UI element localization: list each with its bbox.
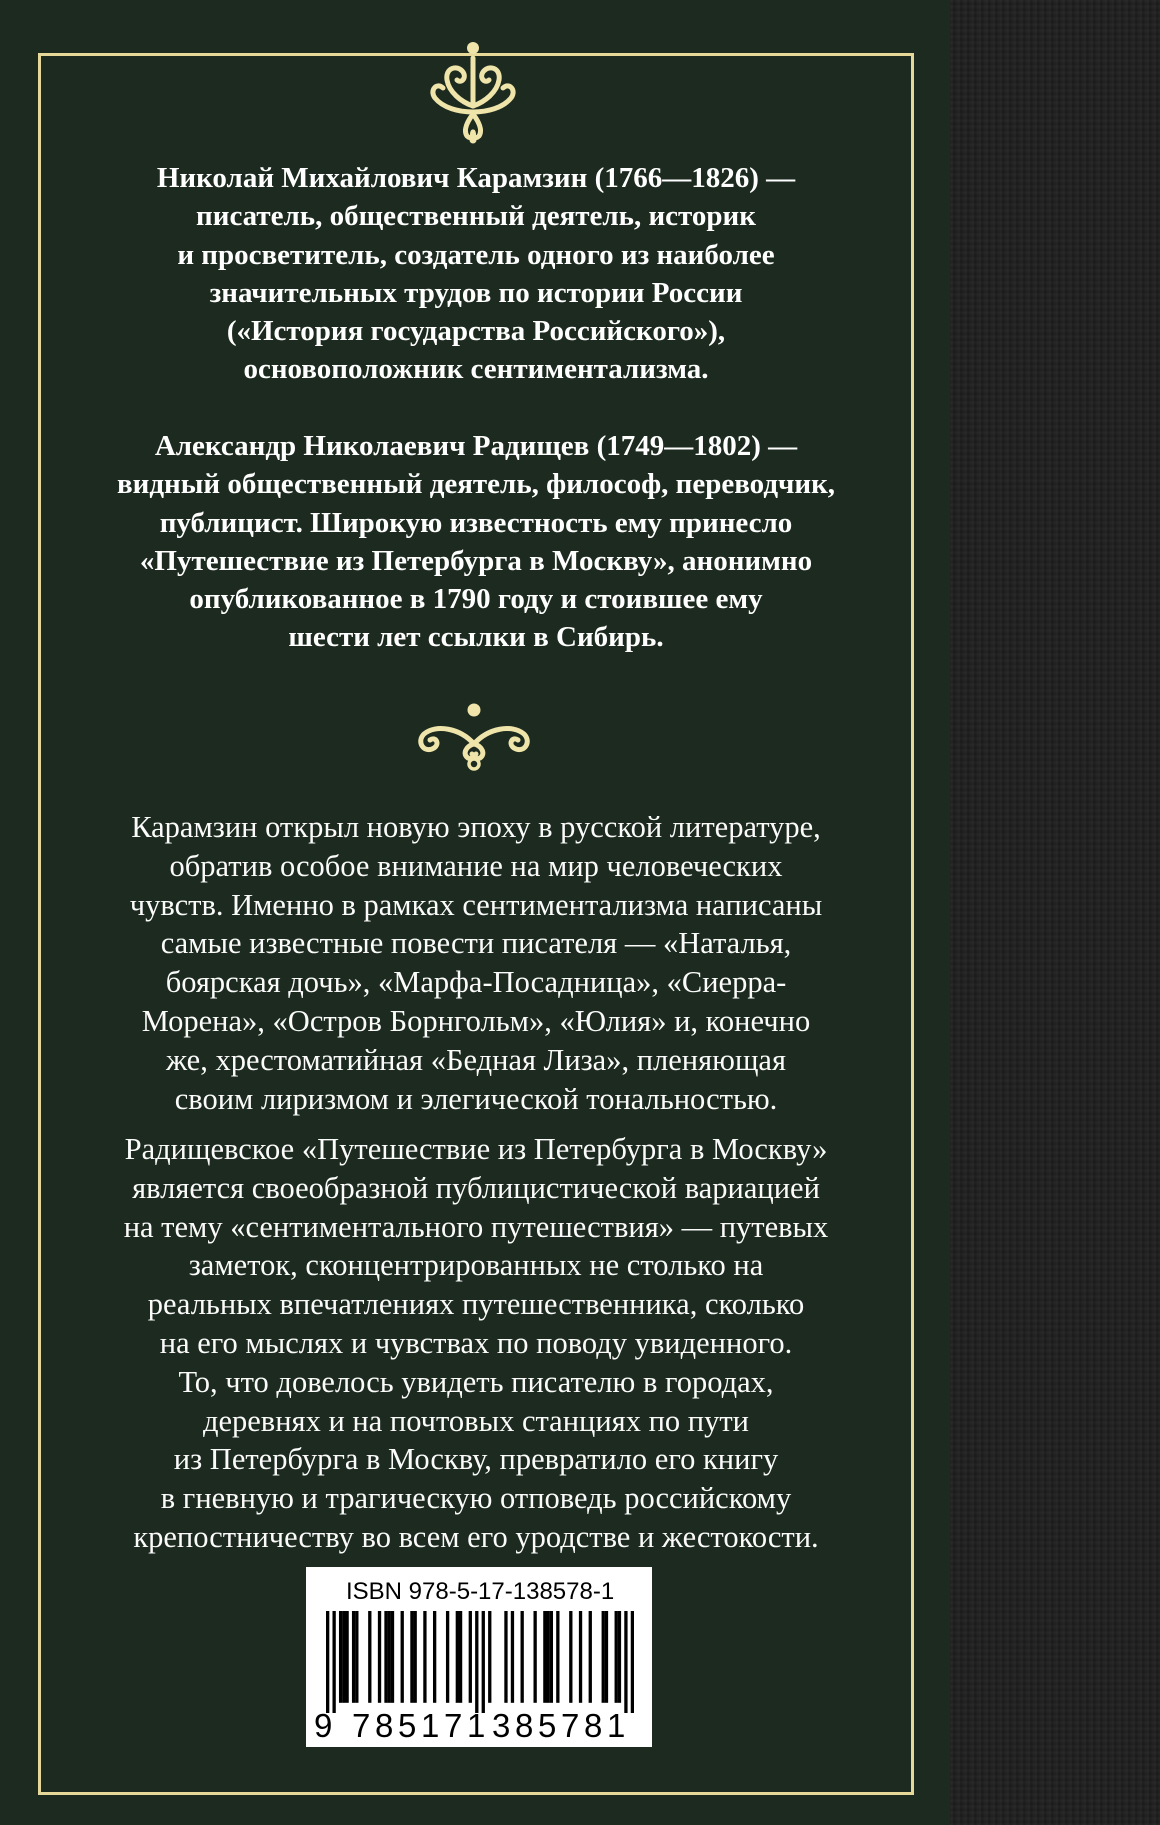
karamzin-bio (38, 159, 914, 389)
barcode-bar (410, 1611, 413, 1703)
barcode-bar (504, 1611, 507, 1703)
barcode-bar (345, 1611, 348, 1703)
barcode-bar (423, 1611, 426, 1703)
isbn-label: ISBN 978-5-17-138578-1 (346, 1578, 615, 1605)
scroll-flourish-ornament-icon (412, 700, 536, 772)
barcode-bar (401, 1611, 404, 1703)
barcode-bar (546, 1611, 549, 1703)
karamzin-description (38, 808, 914, 1118)
ean-digit: 3 (492, 1707, 511, 1744)
ean-digit: 7 (444, 1707, 463, 1744)
barcode-bar (326, 1611, 329, 1713)
ean-digit: 9 (314, 1707, 333, 1744)
text-line: самые известные повести писателя — «Наталья, (160, 926, 792, 961)
barcode-bar (388, 1611, 391, 1703)
ean-digit: 1 (607, 1707, 626, 1744)
barcode-bar (469, 1611, 472, 1703)
barcode-bar (475, 1611, 478, 1713)
barcode-bar (352, 1611, 355, 1703)
text-line: реальных впечатлениях путешественника, сколько (147, 1287, 805, 1322)
ean-digit: 7 (561, 1707, 580, 1744)
text-line: же, хрестоматийная «Бедная Лиза», пленяющая (165, 1042, 786, 1077)
ean-digit: 5 (398, 1707, 417, 1744)
barcode-bar (624, 1611, 627, 1713)
barcode-bar (339, 1611, 342, 1703)
bio-line: шести лет ссылки в Сибирь. (288, 621, 664, 654)
bio-line: значительных трудов по истории России (209, 276, 743, 309)
bio-line: и просветитель, создатель одного из наиболее (177, 238, 775, 271)
text-line: является своеобразной публицистической вариацией (132, 1170, 820, 1205)
barcode-bar (433, 1611, 436, 1703)
fleur-de-lis-ornament-icon (423, 36, 523, 144)
book-spine (950, 0, 1160, 1825)
barcode-bar (589, 1611, 592, 1703)
barcode-bar (355, 1611, 358, 1703)
ean-digits (314, 1707, 644, 1745)
text-line: Морена», «Остров Борнгольм», «Юлия» и, конечно (141, 1003, 811, 1038)
ean-digit: 5 (538, 1707, 557, 1744)
text-line: из Петербурга в Москву, превратило его книгу (173, 1442, 779, 1477)
text-line: заметок, сконцентрированных не столько на (188, 1248, 764, 1283)
text-line: на тему «сентиментального путешествия» — путевых (123, 1209, 829, 1244)
text-line: Радищевское «Путешествие из Петербурга в Москву» (124, 1132, 828, 1166)
barcode-bar (569, 1611, 572, 1703)
radishchev-bio (38, 427, 914, 657)
ean-digit: 7 (352, 1707, 371, 1744)
bio-line: Николай Михайлович Карамзин (1766—1826) — (156, 162, 796, 194)
text-line: крепостничеству во всем его уродстве и жестокости. (133, 1519, 819, 1554)
radishchev-description (38, 1130, 914, 1557)
ean-digit: 1 (467, 1707, 486, 1744)
ean-digit: 1 (421, 1707, 440, 1744)
text-line: на его мыслях и чувствах по поводу увиденного. (159, 1325, 793, 1360)
bio-line: «Путешествие из Петербурга в Москву», анонимно (139, 544, 813, 577)
bio-line: основоположник сентиментализма. (243, 353, 709, 386)
bio-line: («История государства Российского»), (226, 315, 726, 348)
barcode-bar (456, 1611, 459, 1703)
text-line: боярская дочь», «Марфа-Посадница», «Сиерра- (165, 965, 787, 1000)
barcode-bar (482, 1611, 485, 1713)
barcode-bar (368, 1611, 371, 1703)
barcode-bar (488, 1611, 491, 1703)
text-line: в гневную и трагическую отповедь российскому (160, 1481, 792, 1516)
barcode-bar (543, 1611, 546, 1703)
barcode-bar (446, 1611, 449, 1703)
ean-digit: 8 (515, 1707, 534, 1744)
bio-line: опубликованное в 1790 году и стоившее ему (189, 583, 763, 616)
barcode-bar (384, 1611, 387, 1703)
barcode-bar (579, 1611, 582, 1703)
barcode-bar (459, 1611, 462, 1703)
barcode-bar (550, 1611, 553, 1703)
text-line: обратив особое внимание на мир человеческих (169, 848, 783, 883)
text-line: своим лиризмом и элегической тональностью. (174, 1081, 778, 1116)
ean-digit: 8 (584, 1707, 603, 1744)
bio-line: публицист. Широкую известность ему принесло (159, 506, 793, 539)
barcode-bar (556, 1611, 559, 1703)
text-line: Карамзин открыл новую эпоху в русской литературе, (131, 810, 821, 844)
barcode-bar (414, 1611, 417, 1703)
ean-digit: 8 (375, 1707, 394, 1744)
barcode-bar (605, 1611, 608, 1703)
barcode-bar (533, 1611, 536, 1703)
text-line: чувств. Именно в рамках сентиментализма написаны (129, 887, 823, 922)
barcode-bar (511, 1611, 514, 1703)
barcode-bar (391, 1611, 394, 1703)
isbn-barcode (306, 1567, 652, 1747)
barcode-bar (602, 1611, 605, 1703)
barcode-bars (326, 1611, 634, 1713)
barcode-bar (618, 1611, 621, 1703)
bio-line: Александр Николаевич Радищев (1749—1802) — (154, 430, 798, 462)
bio-line: писатель, общественный деятель, историк (196, 200, 756, 233)
barcode-bar (378, 1611, 381, 1703)
barcode-bar (615, 1611, 618, 1703)
text-line: деревнях и на почтовых станциях по пути (202, 1403, 750, 1438)
text-line: То, что довелось увидеть писателю в городах, (178, 1364, 774, 1399)
barcode-bar (521, 1611, 524, 1703)
barcode-bar (332, 1611, 335, 1713)
barcode-bar (631, 1611, 634, 1713)
barcode-bar (342, 1611, 345, 1703)
bio-line: видный общественный деятель, философ, переводчик, (116, 468, 836, 501)
